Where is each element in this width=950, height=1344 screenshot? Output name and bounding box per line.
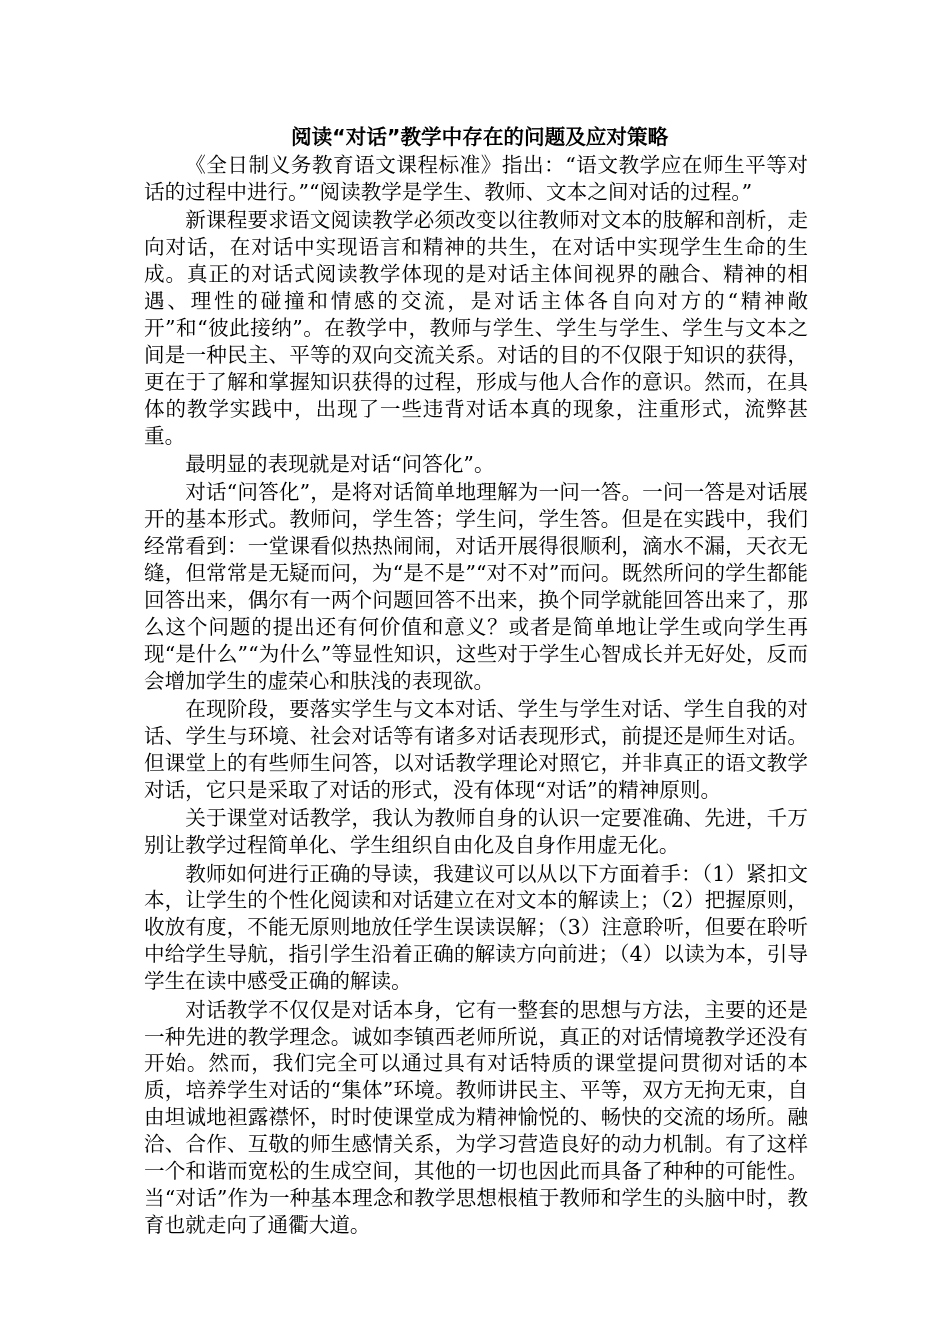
paragraph-5: 在现阶段，要落实学生与文本对话、学生与学生对话、学生自我的对话、学生与环境、社会对话等有诸多对话表现形式，前提还是师生对话。但课堂上的有些师生问答，以对话教学理论对照它，并非真正的语文教学对话，它只是采取了对话的形式，没有体现“对话”的精神原则。	[144, 697, 808, 802]
paragraph-2: 新课程要求语文阅读教学必须改变以往教师对文本的肢解和剖析，走向对话，在对话中实现语言和精神的共生，在对话中实现学生生命的生成。真正的对话式阅读教学体现的是对话主体间视界的融合、精神的相遇、理性的碰撞和情感的交流，是对话主体各自向对方的“精神敞开”和“彼此接纳”。在教学中，教师与学生、学生与学生、学生与文本之间是一种民主、平等的双向交流关系。对话的目的不仅限于知识的获得，更在于了解和掌握知识获得的过程，形成与他人合作的意识。然而，在具体的教学实践中，出现了一些违背对话本真的现象，注重形式，流弊甚重。	[144, 208, 808, 448]
paragraph-6: 关于课堂对话教学，我认为教师自身的认识一定要准确、先进，千万别让教学过程简单化、学生组织自由化及自身作用虚无化。	[144, 806, 808, 858]
document-page	[144, 122, 808, 1240]
paragraph-8: 对话教学不仅仅是对话本身，它有一整套的思想与方法，主要的还是一种先进的教学理念。诚如李镇西老师所说，真正的对话情境教学还没有开始。然而，我们完全可以通过具有对话特质的课堂提问贯彻对话的本质，培养学生对话的“集体”环境。教师讲民主、平等，双方无拘无束，自由坦诚地袒露襟怀，时时使课堂成为精神愉悦的、畅快的交流的场所。融洽、合作、互敬的师生感情关系，为学习营造良好的动力机制。有了这样一个和谐而宽松的生成空间，其他的一切也因此而具备了种种的可能性。当“对话”作为一种基本理念和教学思想根植于教师和学生的头脑中时，教育也就走向了通衢大道。	[144, 997, 808, 1237]
paragraph-7: 教师如何进行正确的导读，我建议可以从以下方面着手：（1）紧扣文本，让学生的个性化阅读和对话建立在对文本的解读上；（2）把握原则，收放有度，不能无原则地放任学生误读误解；（3）注意聆听，但要在聆听中给学生导航，指引学生沿着正确的解读方向前进；（4）以读为本，引导学生在读中感受正确的解读。	[144, 861, 808, 994]
paragraph-4: 对话“问答化”，是将对话简单地理解为一问一答。一问一答是对话展开的基本形式。教师问，学生答；学生问，学生答。但是在实践中，我们经常看到：一堂课看似热热闹闹，对话开展得很顺利，滴水不漏，天衣无缝，但常常是无疑而问，为“是不是”“对不对”而问。既然所问的学生都能回答出来，偶尔有一两个问题回答不出来，换个同学就能回答出来了，那么这个问题的提出还有何价值和意义？或者是简单地让学生或向学生再现“是什么”“为什么”等显性知识，这些对于学生心智成长并无好处，反而会增加学生的虚荣心和肤浅的表现欲。	[144, 480, 808, 693]
paragraph-3: 最明显的表现就是对话“问答化”。	[185, 451, 495, 476]
document-title: 阅读“对话”教学中存在的问题及应对策略	[291, 125, 669, 149]
paragraph-1: 《全日制义务教育语文课程标准》指出：“语文教学应在师生平等对话的过程中进行。”“阅读教学是学生、教师、文本之间对话的过程。”	[144, 153, 808, 204]
